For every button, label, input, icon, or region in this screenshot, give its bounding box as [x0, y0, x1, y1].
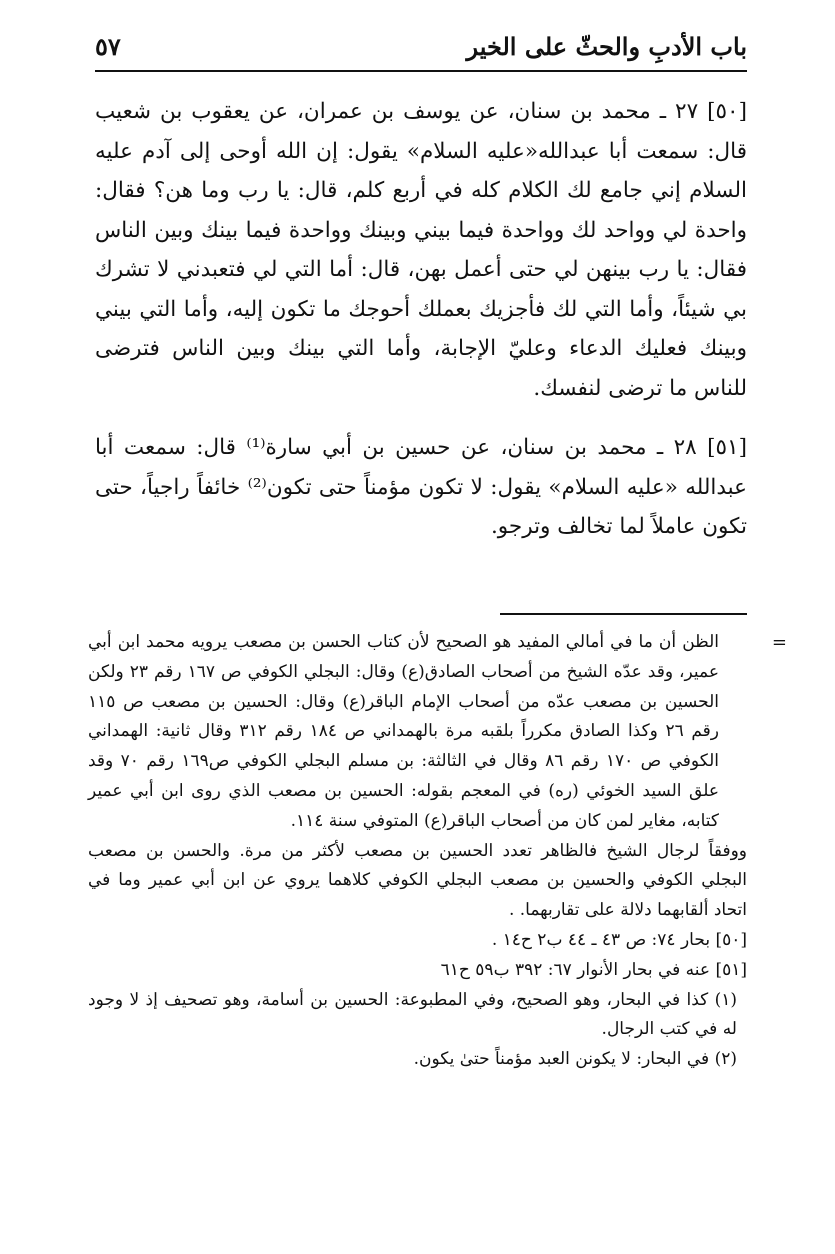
- source-50: [٥٠] بحار ٧٤: ص ٤٣ ـ ٤٤ ب٢ ح١٤ .: [491, 929, 747, 950]
- continuation-marker: =: [771, 632, 787, 653]
- footnote-continuation-2: ووفقاً لرجال الشيخ فالظاهر تعدد الحسين بن مصعب لأكثر من مرة. والحسن بن مصعب البجلي الكوفي والحسين بن مصعب البجلي الكوفي كلاهما يروي عن ابن أبي عمير وما في اتحاد ألقابهما دلالة على تقاربهما. .: [88, 840, 747, 921]
- footnote-divider: [500, 613, 747, 615]
- hadith-50: [٥٠] ٢٧ ـ محمد بن سنان، عن يوسف بن عمران، عن يعقوب بن شعيب قال: سمعت أبا عبدالله«عليه السلام» يقول: إن الله أوحى إلى آدم عليه السلام إني جامع لك الكلام كله في أربع كلم، قال: يا رب وما هن؟ فقال: واحدة لي وواحد لك وواحدة فيما بيني وبينك وواحدة فيما بينك وبين الناس فقال: يا رب بينهن لي حتى أعمل بهن، قال: أما التي لي فتعبدني لا تشرك بي شيئاً، وأما التي لك فأجزيك بعملك أحوجك ما تكون إليه، وأما التي بيني وبينك فعليك الدعاء وعليّ الإجابة، وأما التي بينك وبين الناس فترضى للناس ما ترضى لنفسك.: [95, 99, 747, 401]
- page-number: ٥٧: [95, 32, 121, 61]
- footnotes: [88, 628, 787, 1075]
- footnote-continuation: [88, 628, 787, 837]
- chapter-title: باب الأدبِ والحثّ على الخير: [466, 32, 747, 61]
- footnote-continuation-text: الظن أن ما في أمالي المفيد هو الصحيح لأن كتاب الحسن بن مصعب يرويه محمد ابن أبي عمير، وقد عدّه الشيخ من أصحاب الصادق(ع) وقال: البجلي الكوفي ص ١٦٧ رقم ٢٣ ولكن الحسين بن مصعب عدّه من أصحاب الإمام الباقر(ع) وقال: الحسين بن مصعب ص ١١٥ رقم ٢٦ وكذا الصادق مكرراً بلقبه مرة بالهمداني ص ١٨٤ رقم ٣١٢ وقال ثانية: الهمداني الكوفي ص ١٧٠ رقم ٨٦ وقال في الثالثة: بن مسلم البجلي الكوفي ص١٦٩ رقم ٧٠ وقد علق السيد الخوئي (ره) في المعجم بقوله: الحسين بن مصعب الذي روى ابن أبي عمير كتابه، مغاير لمن كان من أصحاب الباقر(ع) المتوفي سنة ١١٤.: [88, 632, 719, 831]
- main-text: [95, 92, 747, 547]
- source-51: [٥١] عنه في بحار الأنوار ٦٧: ٣٩٢ ب٥٩ ح٦١: [440, 959, 747, 980]
- header-divider: [95, 70, 747, 72]
- hadith-51: [٥١] ٢٨ ـ محمد بن سنان، عن حسين بن أبي سارة⁽¹⁾ قال: سمعت أبا عبدالله «عليه السلام» يقول: لا تكون مؤمناً حتى تكون⁽²⁾ خائفاً راجياً، حتى تكون عاملاً لما تخالف وترجو.: [95, 435, 747, 539]
- footnote-2: (٢) في البحار: لا يكونن العبد مؤمناً حتىٰ يكون.: [413, 1049, 737, 1070]
- running-header: [95, 30, 747, 70]
- footnote-1: (١) كذا في البحار، وهو الصحيح، وفي المطبوعة: الحسين بن أسامة، وهو تصحيف إذ لا وجود له في كتب الرجال.: [88, 989, 737, 1040]
